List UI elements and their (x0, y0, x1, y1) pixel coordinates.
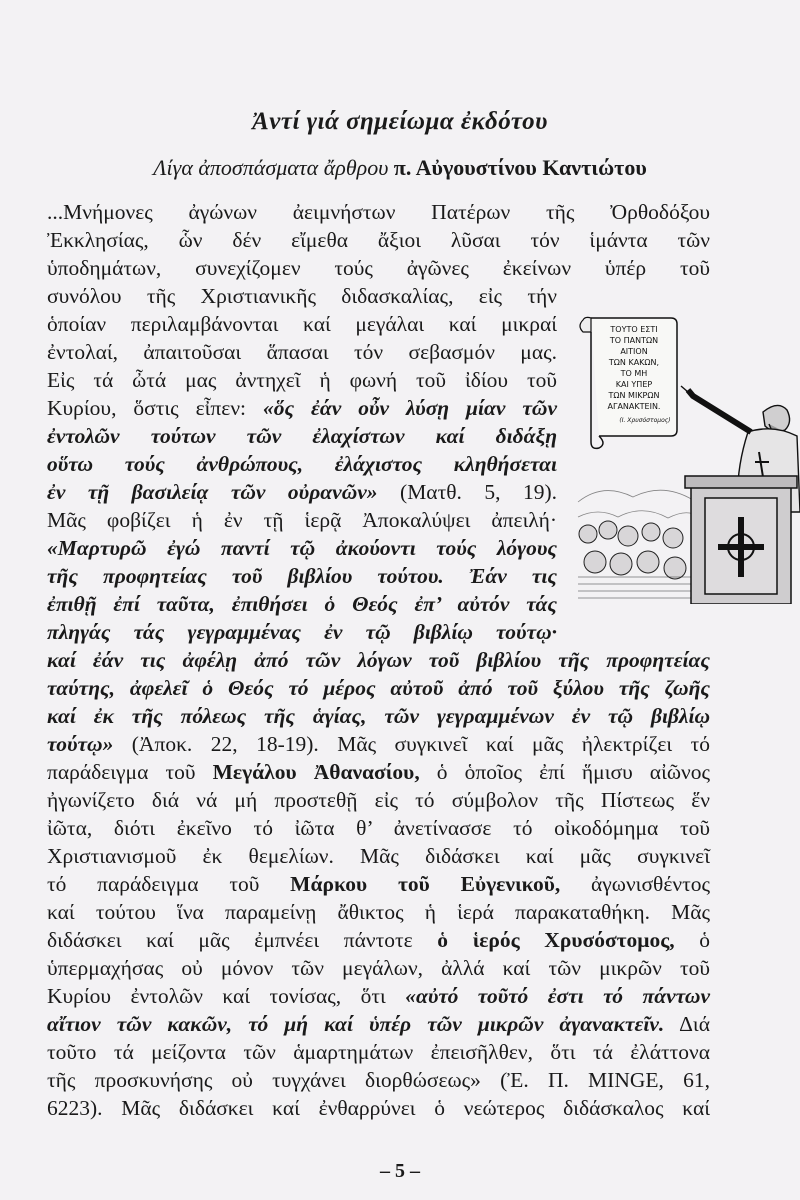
text-line: 6223). Μᾶς διδάσκει καί ἐνθαρρύνει ὁ νεώτερος διδάσκαλος καί (47, 1096, 710, 1120)
text-span: Διά (664, 1012, 710, 1036)
text-line (47, 396, 557, 421)
text-span: (Ματθ. 5, 19). (377, 480, 557, 504)
text-line: συνόλου τῆς Χριστιανικῆς διδασκαλίας, εἰς τήν (47, 284, 557, 308)
subtitle-prefix: Λίγα ἀποσπάσματα ἄρθρου (153, 155, 389, 180)
quote-line: ἐπιθῇ ἐπί ταῦτα, ἐπιθήσει ὁ Θεός ἐπ’ αὐτόν τάς (47, 592, 557, 616)
text-span: ἀγωνισθέντος (560, 872, 710, 896)
text-line: ἰῶτα, διότι ἐκεῖνο τό ἰῶτα θ’ ἀνετίνασσε τό οἰκοδόμημα τοῦ (47, 816, 710, 840)
quote-span: «αὐτό τοῦτό ἐστι τό πάντων (405, 984, 710, 1008)
quote-span: αἴτιον τῶν κακῶν, τό μή καί ὑπέρ τῶν μικρῶν ἀγανακτεῖν. (47, 1012, 665, 1036)
text-line (47, 1012, 710, 1037)
text-line: ...Μνήμονες ἀγώνων ἀειμνήστων Πατέρων τῆς Ὀρθοδόξου (47, 200, 710, 224)
text-span: τό παράδειγμα τοῦ (47, 872, 291, 896)
text-line: καί τούτου ἵνα παραμείνῃ ἄθικτος ἡ ἱερά παρακαταθήκη. Μᾶς (47, 900, 710, 924)
text-line: Μᾶς φοβίζει ἡ ἐν τῇ ἱερᾷ Ἀποκαλύψει ἀπειλή· (47, 508, 557, 532)
text-span: διδάσκει καί μᾶς ἐμπνέει πάντοτε (47, 928, 438, 952)
text-span: Κυρίου ἐντολῶν καί τονίσας, ὅτι (47, 984, 406, 1008)
text-line (47, 928, 710, 953)
subtitle (0, 155, 800, 181)
text-line (47, 480, 557, 505)
bold-span: Μεγάλου Ἀθανασίου, (212, 760, 420, 784)
text-line (47, 732, 710, 757)
quote-line: ταύτης, ἀφελεῖ ὁ Θεός τό μέρος αὐτοῦ ἀπό τοῦ ξύλου τῆς ζωῆς (47, 676, 710, 700)
text-span: ὁ ὁποῖος ἐπί ἥμισυ αἰῶνος (419, 760, 710, 784)
quote-line: καί ἐκ τῆς πόλεως τῆς ἁγίας, τῶν γεγραμμένων ἐν τῷ βιβλίῳ (47, 704, 710, 728)
quote-line: ἐντολῶν τούτων τῶν ἐλαχίστων καί διδάξῃ (47, 424, 557, 448)
scroll-line: ΑΙΤΙΟΝ (620, 347, 648, 356)
scroll-line: ΤΟ ΜΗ (620, 369, 648, 378)
quote-line: καί ἐάν τις ἀφέλῃ ἀπό τῶν λόγων τοῦ βιβλίου τῆς προφητείας (47, 648, 710, 672)
scroll-line: ΤΩΝ ΚΑΚΩΝ, (608, 358, 660, 367)
quote-line: «Μαρτυρῶ ἐγώ παντί τῷ ἀκούοντι τούς λόγους (47, 536, 557, 560)
text-line: ὑπερμαχήσας οὐ μόνον τῶν μεγάλων, ἀλλά καί τῶν μικρῶν τοῦ (47, 956, 710, 980)
quote-span: «ὅς ἐάν οὖν λύσῃ μίαν τῶν (262, 396, 557, 420)
text-line: ἠγωνίζετο διά νά μή προστεθῇ εἰς τό σύμβολον τῆς Πίστεως ἕν (47, 788, 710, 812)
scroll-line: ΤΟΥΤΟ ΕΣΤΙ (610, 325, 658, 334)
text-line (47, 872, 710, 897)
text-line (47, 760, 710, 785)
subtitle-author: π. Αὐγουστίνου Καντιώτου (393, 155, 647, 180)
text-span: (Ἀποκ. 22, 18-19). Μᾶς συγκινεῖ καί μᾶς ἠλεκτρίζει τό (113, 732, 710, 756)
scroll-line: ΚΑΙ ΥΠΕΡ (615, 380, 653, 389)
page-number: – 5 – (380, 1160, 420, 1182)
text-line: τοῦτο τά μείζοντα τῶν ἁμαρτημάτων ἐπεισῆλθεν, ὅτι τά ἐλάττονα (47, 1040, 710, 1064)
text-line: Χριστιανισμοῦ ἐκ θεμελίων. Μᾶς διδάσκει καί μᾶς συγκινεῖ (47, 844, 710, 868)
scroll-source: (Ι. Χρυσόστομος) (619, 417, 671, 424)
scroll-line: ΤΩΝ ΜΙΚΡΩΝ (608, 391, 660, 400)
text-line: Εἰς τά ὦτά μας ἀντηχεῖ ἡ φωνή τοῦ ἰδίου τοῦ (47, 368, 557, 392)
quote-line: πληγάς τάς γεγραμμένας ἐν τῷ βιβλίῳ τούτῳ· (47, 620, 557, 644)
bold-span: Μάρκου τοῦ Εὐγενικοῦ, (290, 872, 561, 896)
text-line: τῆς προσκυνήσης οὐ τυγχάνει διορθώσεως» (Ἐ. Π. MINGE, 61, (47, 1068, 710, 1092)
quote-line: οὕτω τούς ἀνθρώπους, ἐλάχιστος κληθήσεται (47, 452, 557, 476)
scroll-line: ΤΟ ΠΑΝΤΩΝ (609, 336, 659, 345)
text-line: ὑποδημάτων, συνεχίζομεν τούς ἀγῶνες ἐκείνων ὑπέρ τοῦ (47, 256, 710, 280)
pulpit (685, 476, 797, 604)
text-span: ὁ (674, 928, 711, 952)
quote-span: τούτῳ» (47, 732, 114, 756)
quote-line: τῆς προφητείας τοῦ βιβλίου τούτου. Ἐάν τις (47, 564, 557, 588)
page-title: Ἀντί γιά σημείωμα ἐκδότου (252, 108, 548, 135)
quote-span: ἐν τῇ βασιλείᾳ τῶν οὐρανῶν» (47, 480, 378, 504)
text-line: ἐντολαί, ἀπαιτοῦσαι ἅπασαι τόν σεβασμόν μας. (47, 340, 557, 364)
scroll-line: ΑΓΑΝΑΚΤΕΙΝ. (607, 402, 661, 411)
preacher-illustration (573, 312, 800, 604)
text-span: παράδειγμα τοῦ (47, 760, 213, 784)
text-line: ὁποίαν περιλαμβάνονται καί μεγάλαι καί μικραί (47, 312, 557, 336)
bold-span: ὁ ἱερός Χρυσόστομος, (437, 928, 675, 952)
text-line: Ἐκκλησίας, ὧν δέν εἴμεθα ἄξιοι λῦσαι τόν ἱμάντα τῶν (47, 228, 710, 252)
text-line (47, 984, 710, 1009)
text-span: Κυρίου, ὅστις εἶπεν: (47, 396, 263, 420)
